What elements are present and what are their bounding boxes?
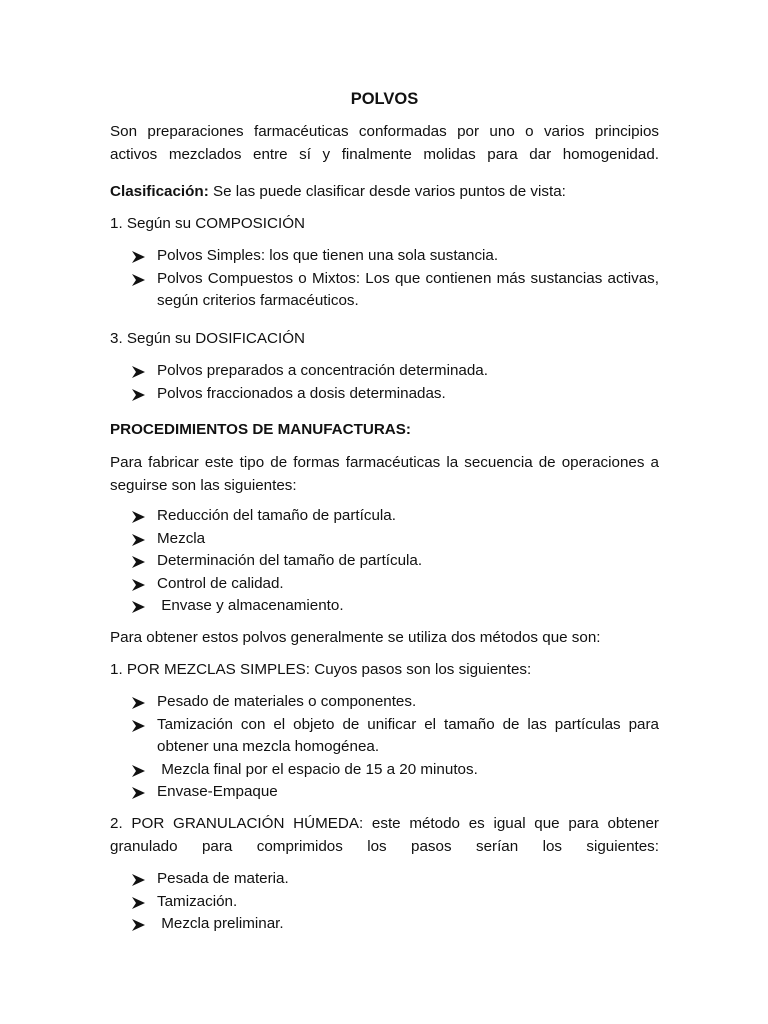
arrowhead-bullet-icon (131, 360, 147, 383)
arrowhead-bullet-icon (131, 913, 147, 936)
procedimientos-heading: PROCEDIMIENTOS DE MANUFACTURAS: (110, 421, 411, 438)
list-item: Polvos preparados a concentración determinada. (131, 360, 659, 383)
list-item: Mezcla preliminar. (131, 913, 659, 936)
list-item: Polvos fraccionados a dosis determinadas. (131, 383, 659, 406)
list-item: Tamización con el objeto de unificar el tamaño de las partículas para obtener una mezcla homogénea. (131, 714, 659, 759)
mezclas-simples-heading: 1. POR MEZCLAS SIMPLES: Cuyos pasos son los siguientes: (110, 661, 532, 678)
procedimientos-intro: Para fabricar este tipo de formas farmacéuticas la secuencia de operaciones a seguirse son las siguientes: (110, 454, 659, 494)
arrowhead-bullet-icon (131, 714, 147, 737)
list-item: Determinación del tamaño de partícula. (131, 550, 659, 573)
list-item: Polvos Compuestos o Mixtos: Los que contienen más sustancias activas, según criterios farmacéuticos. (131, 268, 659, 313)
list-item: Polvos Simples: los que tienen una sola sustancia. (131, 245, 659, 268)
arrowhead-bullet-icon (131, 505, 147, 528)
mezclas-simples-list (131, 691, 659, 804)
classification-line (110, 180, 659, 203)
list-item: Pesada de materia. (131, 868, 659, 891)
composicion-heading: 1. Según su COMPOSICIÓN (110, 215, 305, 232)
arrowhead-bullet-icon (131, 781, 147, 804)
document-title: POLVOS (350, 90, 419, 108)
dosificacion-heading: 3. Según su DOSIFICACIÓN (110, 330, 305, 347)
arrowhead-bullet-icon (131, 245, 147, 268)
procedimientos-list (131, 505, 659, 618)
classification-text: Se las puede clasificar desde varios puntos de vista: (208, 183, 566, 200)
list-item: Pesado de materiales o componentes. (131, 691, 659, 714)
list-item: Tamización. (131, 891, 659, 914)
list-item: Reducción del tamaño de partícula. (131, 505, 659, 528)
list-item: Envase y almacenamiento. (131, 595, 659, 618)
arrowhead-bullet-icon (131, 528, 147, 551)
granulacion-list (131, 868, 659, 936)
arrowhead-bullet-icon (131, 268, 147, 291)
arrowhead-bullet-icon (131, 383, 147, 406)
arrowhead-bullet-icon (131, 595, 147, 618)
intro-paragraph (110, 120, 659, 166)
granulacion-heading: 2. POR GRANULACIÓN HÚMEDA: este método es igual que para obtener granulado para comprimidos los pasos serían los siguientes: (110, 815, 659, 855)
arrowhead-bullet-icon (131, 573, 147, 596)
metodos-intro: Para obtener estos polvos generalmente se utiliza dos métodos que son: (110, 629, 601, 646)
classification-label: Clasificación: (110, 183, 209, 200)
dosificacion-list (131, 360, 659, 405)
arrowhead-bullet-icon (131, 868, 147, 891)
composicion-list (131, 245, 659, 313)
list-item: Mezcla (131, 528, 659, 551)
list-item: Control de calidad. (131, 573, 659, 596)
list-item: Mezcla final por el espacio de 15 a 20 minutos. (131, 759, 659, 782)
list-item: Envase-Empaque (131, 781, 659, 804)
arrowhead-bullet-icon (131, 891, 147, 914)
arrowhead-bullet-icon (131, 759, 147, 782)
arrowhead-bullet-icon (131, 550, 147, 573)
intro-text: Son preparaciones farmacéuticas conformadas por uno o varios principios activos mezclados entre sí y finalmente molidas para dar homogenidad. (110, 123, 659, 163)
arrowhead-bullet-icon (131, 691, 147, 714)
